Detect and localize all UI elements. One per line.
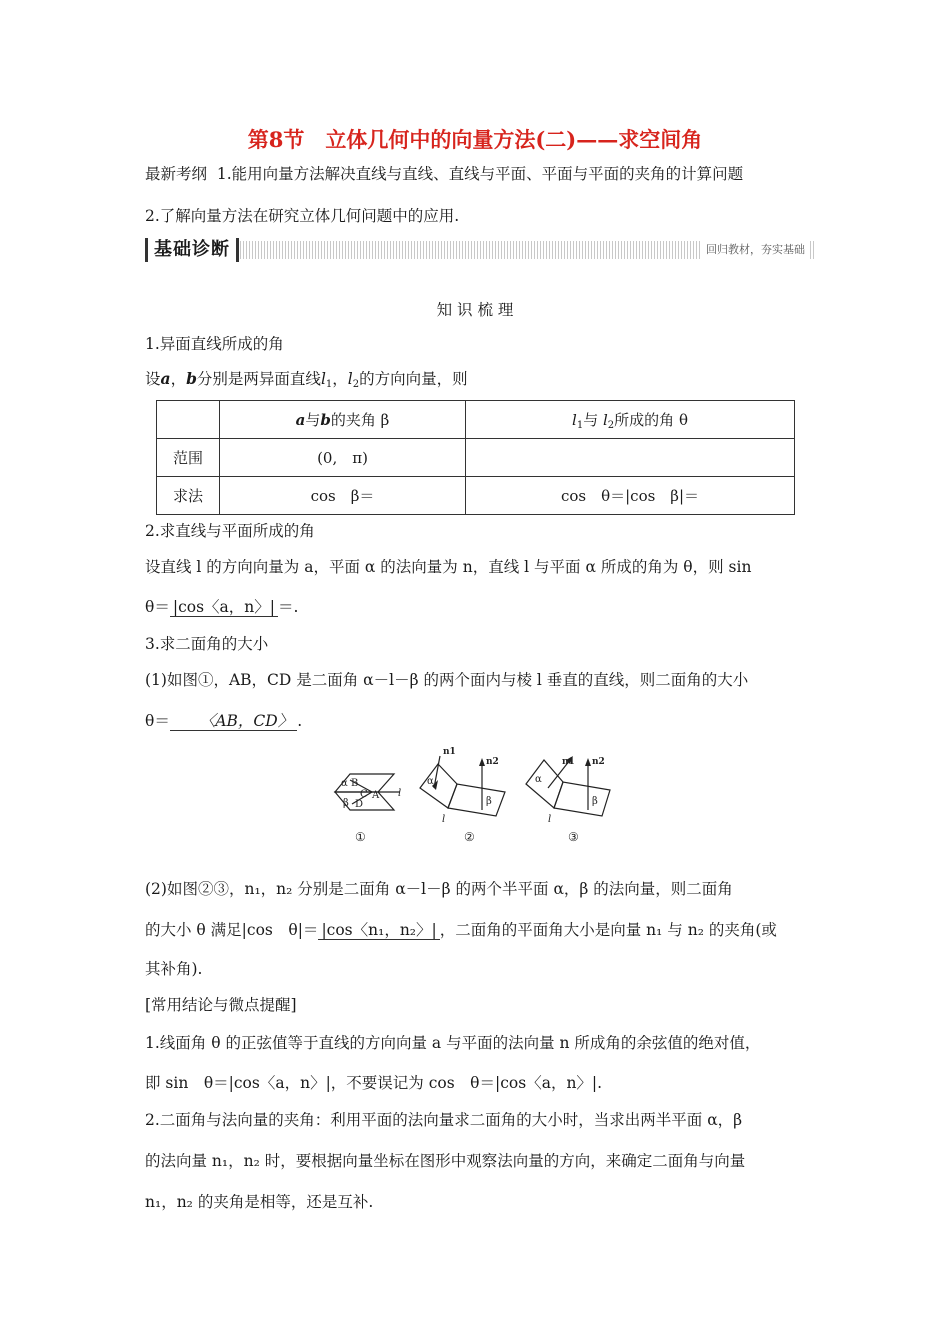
s1-intro [145,368,468,396]
s1-heading: 1.异面直线所成的角 [145,335,284,353]
figure-3 [526,756,610,844]
table-header-cell [220,401,466,439]
s3-para-3: (2)如图②③，n₁，n₂ 分别是二面角 α－l－β 的两个半平面 α，β 的法向量，则二面角 [145,880,733,898]
tip-2c: n₁，n₂ 的夹角是相等，还是互补. [145,1193,374,1211]
outline-line-1 [145,163,743,185]
line-l1-sub: 1 [325,379,333,390]
s3-para-4 [145,919,777,941]
s2-para-1: 设直线 l 的方向向量为 a，平面 α 的法向量为 n，直线 l 与平面 α 所成的角为 θ，则 sin [145,558,752,576]
s3-para-2 [145,710,302,732]
plane-beta [554,782,610,816]
s1-intro-comma: ， [332,370,348,388]
line-l2: l [602,410,608,429]
s2-heading: 2.求直线与平面所成的角 [145,522,315,540]
vector-a: a [295,411,306,429]
fig1-alpha: α [341,778,348,789]
line-l1: l [572,410,577,429]
figure-label-3: ③ [568,830,579,844]
s3-p4-pre: 的大小 θ 满足|cos θ|＝ [145,921,319,939]
fig2-n1: n1 [443,747,456,757]
tip-1b: 即 sin θ＝|cos〈a，n〉|，不要误记为 cos θ＝|cos〈a，n〉|. [145,1074,603,1092]
answer-blank: |cos〈n₁，n₂〉| [318,921,439,940]
table-cell: cos β＝ [220,477,466,515]
answer-blank: 〈AB，CD〉 [170,712,297,731]
line-l2-sub: 2 [607,419,615,431]
s2-p2-pre: θ＝ [145,598,170,616]
answer-blank: |cos〈a，n〉| [170,598,278,617]
vector-b: b [320,411,331,429]
table-header-cell [466,401,795,439]
vector-b: b [186,369,197,388]
outline-text-1: 1.能用向量方法解决直线与直线、直线与平面、平面与平面的夹角的计算问题 [216,165,744,183]
plane-alpha [526,760,563,808]
fig1-C: C [360,789,368,800]
arrowhead [585,758,591,766]
figure-label-1: ① [355,830,366,844]
s2-p2-end: ＝. [277,598,299,616]
tip-2b: 的法向量 n₁，n₂ 时，要根据向量坐标在图形中观察法向量的方向，来确定二面角与向量 [145,1152,746,1170]
fig2-n2: n2 [486,757,499,767]
s3-para-1: (1)如图①，AB，CD 是二面角 α－l－β 的两个面内与棱 l 垂直的直线，则二面角的大小 [145,671,749,689]
table-row [157,401,795,439]
line-l2: l [347,370,353,388]
header-text: 所成的角 θ [614,410,688,429]
dihedral-figures [330,740,630,850]
banner-right-text: 回归教材，夯实基础 [702,241,809,259]
table-cell: (0, π) [220,439,466,477]
fig1-A: A [372,790,380,801]
section-banner [145,238,815,262]
fig3-n1: n1 [562,757,575,767]
s3-p2-pre: θ＝ [145,712,170,730]
s3-para-5: 其补角). [145,960,203,978]
fig2-alpha: α [427,776,434,787]
s3-p2-end: . [297,712,303,730]
line-l1: l [320,370,326,388]
fig1-D: D [355,799,364,810]
figure-label-2: ② [464,830,475,844]
table-row [157,439,795,477]
plane-alpha [420,764,457,808]
fig2-beta: β [486,796,492,807]
s2-para-2 [145,596,298,618]
s1-intro-end: 的方向向量，则 [359,370,468,388]
fig1-B: B [351,778,359,789]
tip-2a: 2.二面角与法向量的夹角：利用平面的法向量求二面角的大小时，当求出两半平面 α，β [145,1111,743,1129]
table-row [157,477,795,515]
tips-heading: [常用结论与微点提醒] [145,996,297,1014]
fig3-n2: n2 [592,757,605,767]
arrowhead [479,758,485,766]
line-l2-sub: 2 [352,379,360,390]
figure-1 [335,774,401,844]
s1-intro-pre: 设 [145,370,161,388]
figure-2 [420,747,505,844]
header-text: 的夹角 β [330,411,390,429]
s1-intro-mid: 分别是两异面直线 [196,370,321,388]
table-cell: cos θ＝|cos β|＝ [466,477,795,515]
table-cell [157,401,220,439]
section-title: 知 识 梳 理 [436,301,514,319]
fig1-beta: β [343,798,349,809]
fig2-l: l [442,814,446,825]
s3-heading: 3.求二面角的大小 [145,635,269,653]
header-text: 与 [583,410,603,429]
plane-beta [448,784,505,816]
tip-1a: 1.线面角 θ 的正弦值等于直线的方向向量 a 与平面的法向量 n 所成角的余弦值的绝对值， [145,1034,761,1052]
page-title: 第8节 立体几何中的向量方法(二)——求空间角 [247,127,703,152]
table-cell [466,439,795,477]
fig3-beta: β [592,796,598,807]
outline-line-2: 2.了解向量方法在研究立体几何问题中的应用. [145,207,460,225]
outline-label: 最新考纲 [145,165,208,183]
fig3-alpha: α [535,774,542,785]
line-l1-sub: 1 [576,419,584,431]
vector-a: a [160,369,171,388]
s1-intro-sep: ， [170,370,187,388]
s3-p4-end: ，二面角的平面角大小是向量 n₁ 与 n₂ 的夹角(或 [439,921,777,939]
fig1-l: l [398,788,402,799]
angle-table [156,400,795,515]
fig3-l: l [548,814,552,825]
table-cell: 范围 [157,439,220,477]
table-cell: 求法 [157,477,220,515]
banner-tag: 基础诊断 [145,238,239,262]
header-text: 与 [305,411,321,429]
